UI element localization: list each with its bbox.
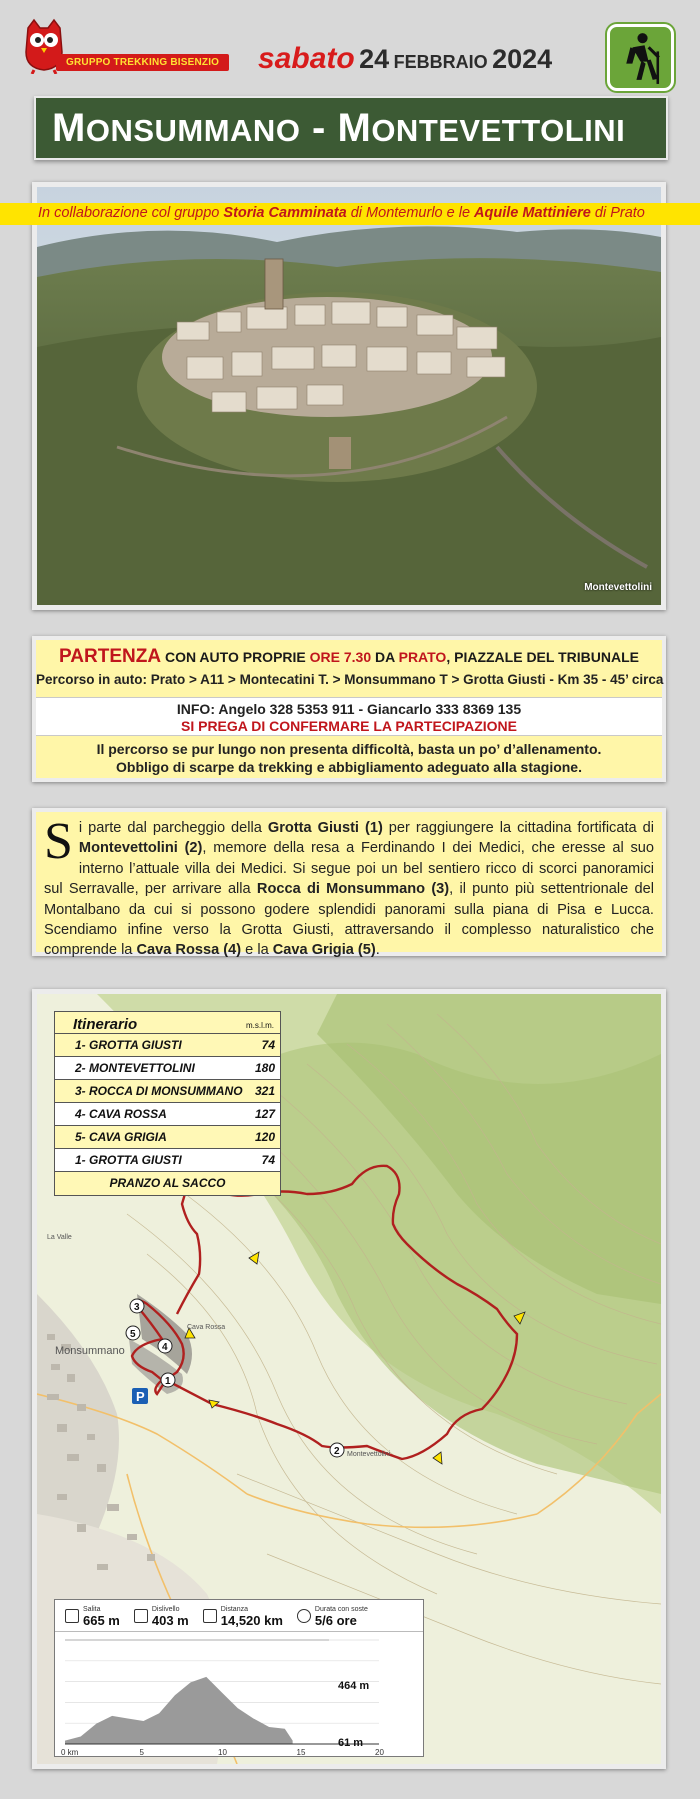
itinerary-row [55,1103,280,1126]
svg-text:Monsummano: Monsummano [55,1345,125,1357]
stat-distance: Distanza 14,520 km [203,1600,283,1631]
contacts-section [36,698,662,736]
itinerary-stop-altitude: 180 [254,1061,275,1075]
itinerary-footer: PRANZO AL SACCO [109,1176,226,1190]
itinerary-title: Itinerario [73,1016,138,1033]
x-tick-label: 0 km [61,1748,79,1757]
elevation-gain-icon [134,1609,148,1623]
drop-cap: S [44,813,73,870]
waypoint-1-label: 1 [165,1376,171,1387]
itinerary-table [54,1011,281,1196]
itinerary-stop-name: 4- CAVA ROSSA [75,1107,167,1121]
itinerary-stop-altitude: 127 [254,1107,275,1121]
group-name: GRUPPO TREKKING BISENZIO [56,54,229,71]
elevation-profile [54,1599,424,1757]
clock-icon [297,1609,311,1623]
route-stats [55,1600,423,1632]
max-elevation-label: 464 m [338,1680,370,1692]
itinerary-stop-altitude: 74 [261,1153,275,1167]
itinerary-stop-name: 5- CAVA GRIGIA [75,1130,167,1144]
itinerary-row [55,1126,280,1149]
group-logo [18,14,228,76]
itinerary-row [55,1080,280,1103]
stat-ascent: Salita 665 m [65,1600,120,1631]
altitude-unit: m.s.l.m. [246,1021,274,1030]
itinerary-stop-altitude: 74 [261,1038,275,1052]
departure-info-box [32,636,666,782]
itinerary-stop-altitude: 321 [254,1084,275,1098]
departure-line: PARTENZA CON AUTO PROPRIE ORE 7.30 DA PRATO, PIAZZALE DEL TRIBUNALE [59,646,639,667]
confirm-notice: SI PREGA DI CONFERMARE LA PARTECIPAZIONE [180,718,517,734]
x-tick-label: 20 [375,1748,384,1757]
waypoint-4-label: 4 [162,1342,168,1353]
page-title-bar [34,96,668,160]
elevation-area [65,1677,293,1744]
x-tick-label: 5 [139,1748,144,1757]
hero-photo [32,182,666,610]
itinerary-header [55,1012,280,1034]
departure-section [36,640,662,698]
date-weekday: sabato [258,42,355,75]
waypoint-2-label: 2 [334,1446,340,1457]
hiker-icon [607,24,674,91]
itinerary-stop-name: 2- MONTEVETTOLINI [75,1061,195,1075]
svg-text:Montevettolini: Montevettolini [347,1451,391,1458]
date-day: 24 [359,44,390,74]
x-tick-label: 10 [218,1748,227,1757]
svg-text:P: P [136,1389,145,1404]
contact-info: INFO: Angelo 328 5353 911 - Giancarlo 333 8369 135 [176,701,522,717]
waypoint-3-label: 3 [134,1302,140,1313]
x-tick-label: 15 [296,1748,306,1757]
stat-elevation-gain: Dislivello 403 m [134,1600,189,1631]
collaboration-banner: In collaborazione col gruppo Storia Camminata di Montemurlo e le Aquile Mattiniere di Prato [0,203,700,225]
itinerary-stop-altitude: 120 [254,1130,275,1144]
itinerary-stop-name: 1- GROTTA GIUSTI [75,1153,182,1167]
itinerary-row [55,1057,280,1080]
stat-duration: Durata con soste 5/6 ore [297,1600,368,1631]
equipment-note: Obbligo di scarpe da trekking e abbigliamento adeguato alla stagione. [116,759,582,775]
ascent-icon [65,1609,79,1623]
page-title: MONSUMMANO - MONTEVETTOLINI [52,106,626,150]
min-elevation-label: 61 m [338,1737,364,1749]
event-date [258,42,552,76]
distance-icon [203,1609,217,1623]
date-year: 2024 [492,44,553,74]
difficulty-note: Il percorso se pur lungo non presenta difficoltà, basta un po’ d’allenamento. [96,741,602,757]
car-route: Percorso in auto: Prato > A11 > Montecatini T. > Monsummano T > Grotta Giusti - Km 35 - 45’ circa [36,672,664,687]
photo-caption: Montevettolini [584,582,652,593]
route-description: Si parte dal parcheggio della Grotta Giusti (1) per raggiungere la cittadina fortificata di Montevettolini (2), memore della resa a Ferdinando I dei Medici, che eresse al suo interno l’attuale villa dei Medici. Si segue poi un bel sentiero ricco di scorci panoramici sul Serravalle, per arrivare alla Rocca di Monsummano (3), il punto più settentrionale del Montalbano da cui si possono godere splendidi panorami sulla piana di Pisa e Lucca. Scendiamo infine verso la Grotta Giusti, attraversando il complesso naturalistico che comprende la Cava Rossa (4) e la Cava Grigia (5). [32,808,666,956]
aerial-village-image [37,187,661,605]
svg-text:Cava Rossa: Cava Rossa [187,1324,226,1331]
elevation-chart [55,1632,423,1756]
date-month: FEBBRAIO [393,52,488,72]
waypoint-5-label: 5 [130,1329,136,1340]
route-map [32,989,666,1769]
itinerary-stop-name: 3- ROCCA DI MONSUMMANO [75,1084,243,1098]
svg-text:La Valle: La Valle [47,1234,72,1241]
itinerary-row [55,1034,280,1057]
itinerary-stop-name: 1- GROTTA GIUSTI [75,1038,182,1052]
notes-section [36,736,662,778]
itinerary-row [55,1149,280,1172]
